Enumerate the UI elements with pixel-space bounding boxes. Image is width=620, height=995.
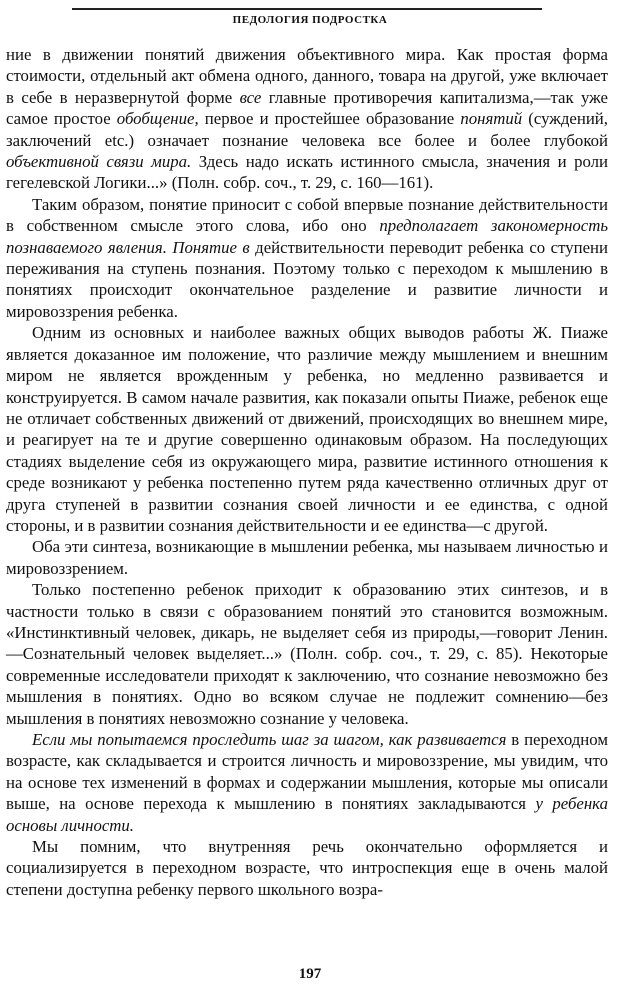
text-run: (суждений, заключений etc.) означает познание человека все более и более глубокой (6, 109, 608, 150)
header-rule (72, 8, 542, 10)
text-run: действительности переводит ребенка со ступени переживания на ступень познания. Поэтому только с переходом к мышлению в понятиях происходит окончательное разделение и развитие личности и мировоззрения ребенка. (6, 237, 608, 321)
running-head: ПЕДОЛОГИЯ ПОДРОСТКА (232, 14, 388, 26)
text-run: Одним из основных и наиболее важных общих выводов работы Ж. Пиаже является доказанное им положение, что различие между мышлением и внешним миром не является врожденным у ребенка, но медленно развивается и конструируется. В самом начале развития, как показали опыты Пиаже, ребенок еще не отличает собственных движений от движений, происходящих во внешнем мире, и реагирует на те и другие совершенно одинаковым образом. На последующих стадиях выделение себя из окружающего мира, развитие истинного отношения к среде возникают у ребенка постепенно путем ряда качественно отличных друг от друга ступеней в развитии сознания своей личности и ее единства, с одной стороны, и в развитии сознания действительности и ее единства—с другой. (6, 323, 608, 535)
paragraph-6 (6, 729, 608, 836)
paragraph-5 (6, 579, 608, 729)
italic-text: у ребенка основы личности. (6, 794, 609, 835)
text-run: ние в движении понятий движения объективного мира. Как простая форма стоимости, отдельный акт обмена одного, данного, товара на другой, уже включает в себе в неразвернутой форме (6, 45, 608, 107)
text-run: Здесь надо искать истинного смысла, значения и роли гегелевской Логики...» (Полн. собр. соч., т. 29, с. 160—161). (6, 152, 608, 193)
text-run: Мы помним, что внутренняя речь окончательно оформляется и социализируется в переходном возрасте, что интроспекция еще в очень малой степени доступна ребенку первого школьного возра- (6, 837, 608, 899)
text-run: Только постепенно ребенок приходит к образованию этих синтезов, и в частности только в связи с образованием понятий это становится возможным. «Инстинктивный человек, дикарь, не выделяет себя из природы,—говорит Ленин.—Сознательный человек выделяет...» (Полн. собр. соч., т. 29, с. 85). Некоторые современные исследователи приходят к заключению, что сознание невозможно без мышления в понятиях. Одно во всяком случае не подлежит сомнению—без мышления в понятиях невозможно сознание у человека. (6, 580, 608, 728)
italic-text: понятий (460, 109, 523, 129)
paragraph-1 (6, 44, 608, 194)
paragraph-7 (6, 836, 608, 900)
page-body (6, 44, 608, 900)
paragraph-4 (6, 536, 608, 579)
text-run: в переходном возрасте, как складывается и строится личность и мировоззрение, мы увидим, что на основе тех изменений в формах и содержании мышления, которые мы описали выше, на основе перехода к мышлению в понятиях закладываются (6, 730, 608, 814)
text-run: первое и простейшее образование (198, 109, 461, 129)
italic-text: обобщение, (116, 109, 199, 129)
paragraph-3 (6, 322, 608, 536)
text-run: главные противоречия капитализма,—так уже самое простое (6, 87, 609, 129)
paragraph-2 (6, 194, 608, 322)
italic-text: объективной связи мира. (6, 152, 192, 172)
italic-text: Если мы попытаемся проследить шаг за шагом, как развивается (32, 730, 507, 749)
page-number: 197 (298, 966, 322, 982)
italic-text: предполагает закономерность познаваемого явления. Понятие в (6, 216, 609, 257)
text-run: Таким образом, понятие приносит с собой впервые познание действительности в собственном смысле этого слова, ибо оно (6, 194, 608, 236)
text-run: Оба эти синтеза, возникающие в мышлении ребенка, мы называем личностью и мировоззрением. (6, 537, 608, 578)
italic-text: все (239, 87, 262, 107)
